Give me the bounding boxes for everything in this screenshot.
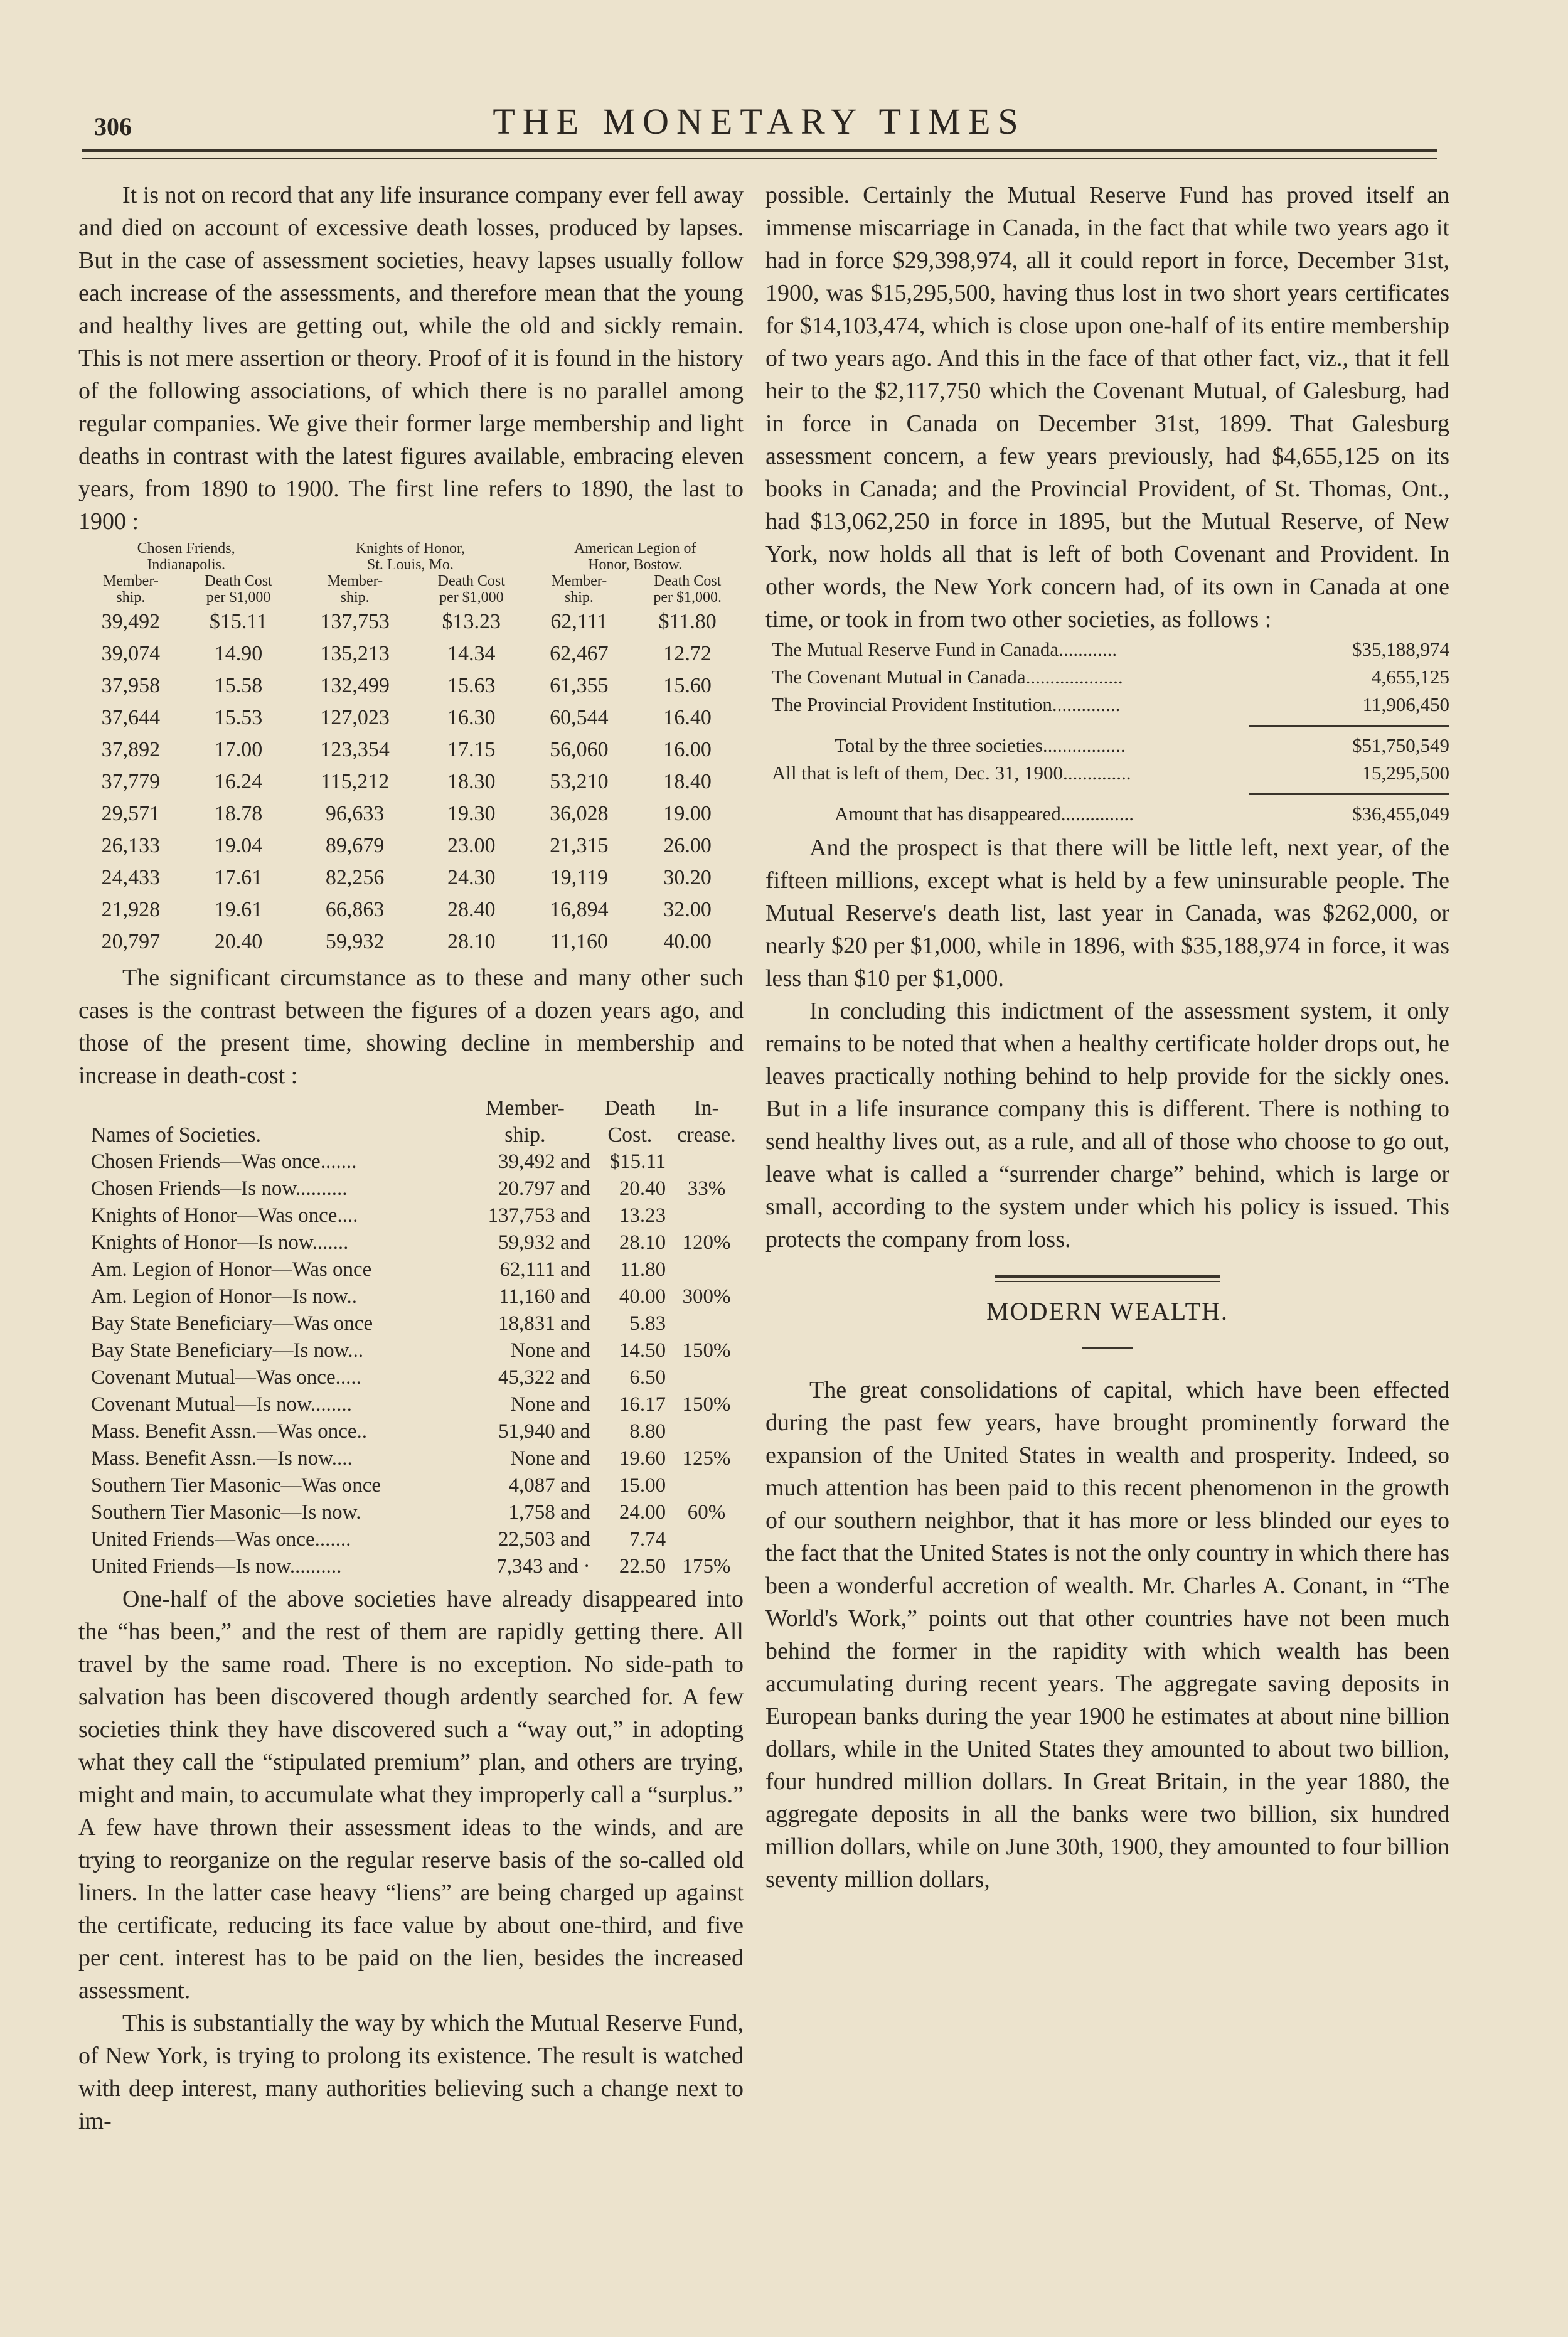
table-row — [78, 1445, 744, 1472]
table-cell: 32.00 — [663, 898, 712, 921]
table-cell: Mass. Benefit Assn.—Is now.... — [91, 1447, 353, 1470]
table-cell: 24,433 — [101, 866, 161, 889]
table-row — [78, 702, 744, 734]
table-cell: 33% — [687, 1177, 726, 1200]
table-cell: 66,863 — [325, 898, 385, 921]
table-cell: 29,571 — [101, 802, 161, 825]
table-column-header: Death Cost per $1,000 — [437, 573, 505, 606]
table-cell: 62,111 — [550, 610, 608, 633]
sum-rule — [1249, 793, 1449, 795]
table-cell: 18,831 and — [498, 1312, 590, 1335]
table-group-header: American Legion of Honor, Bostow. — [573, 540, 696, 573]
table-cell: 14.50 — [619, 1339, 666, 1362]
table-column-header: Member- ship. — [327, 573, 383, 606]
table-row — [78, 670, 744, 702]
table-cell: 16.30 — [447, 706, 496, 729]
table-row — [78, 1229, 744, 1256]
table-cell: 16.24 — [214, 770, 263, 793]
table-cell: United Friends—Was once....... — [91, 1528, 351, 1551]
table-cell: 19.61 — [214, 898, 263, 921]
table-header-cell: Member- — [485, 1096, 565, 1120]
table-column-header: Death Cost per $1,000 — [205, 573, 272, 606]
table-cell: 137,753 — [320, 610, 390, 633]
table-cell: 135,213 — [320, 642, 390, 665]
table-cell: 15.60 — [663, 674, 712, 697]
table-cell: 300% — [682, 1285, 731, 1308]
table-cell: None and — [510, 1339, 590, 1362]
table-header-cell: Death — [604, 1096, 656, 1120]
table-header-cell: ship. — [504, 1123, 546, 1147]
table-cell — [669, 1148, 744, 1175]
totals-summary — [765, 732, 1449, 787]
table-cell: 30.20 — [663, 866, 712, 889]
table-cell: 37,892 — [101, 738, 161, 761]
table-row — [78, 926, 744, 958]
table-cell: Bay State Beneficiary—Is now... — [91, 1339, 364, 1362]
table-row — [78, 1364, 744, 1391]
totals-value: 4,655,125 — [1372, 666, 1449, 688]
table-cell: 127,023 — [320, 706, 390, 729]
table-header-cell: Names of Societies. — [91, 1123, 261, 1147]
table-row — [78, 1256, 744, 1283]
table-cell: Knights of Honor—Is now....... — [91, 1231, 349, 1254]
left-column — [78, 179, 744, 2137]
disappeared-row: Amount that has disappeared............... $36,455,049 — [835, 803, 1449, 825]
table-cell: Southern Tier Masonic—Was once — [91, 1474, 381, 1497]
table-row — [78, 894, 744, 926]
table-cell: 17.15 — [447, 738, 496, 761]
table-row — [78, 1175, 744, 1202]
table-row — [78, 1337, 744, 1364]
membership-deathcost-table — [78, 540, 744, 958]
table-cell: None and — [510, 1393, 590, 1416]
total-row: Total by the three societies................. $51,750,549 — [835, 734, 1449, 756]
table-cell: 1,758 and — [508, 1501, 590, 1524]
table-cell: 21,928 — [101, 898, 161, 921]
right-column — [765, 179, 1449, 1896]
paragraph: possible. Certainly the Mutual Reserve Fund has proved itself an immense miscarriage in Canada, in the fact that while two years ago it had in force $29,398,974, all it could report in force, December 31st, 1900, was $15,295,500, having thus lost in two short years certificates for $14,103,474, which is close upon one-half of its entire membership of two years ago. And this in the face of that other fact, viz., that it fell heir to the $2,117,750 which the Covenant Mutual, of Galesburg, had in force in Canada on December 31st, 1899. That Galesburg assessment concern, a few years previously, had $4,655,125 on its books in Canada; and the Provincial Provident, of St. Thomas, Ont., had $13,062,250 in force in 1895, but the Mutual Reserve, of New York, now holds all that is left of both Covenant and Provident. In other words, the New York concern had, of its own in Canada at one time, or took in from two other societies, as follows : — [765, 182, 1449, 633]
table-header-cell: crease. — [677, 1123, 736, 1147]
table-cell: 7.74 — [629, 1528, 666, 1551]
table-cell: 16,894 — [550, 898, 609, 921]
table-cell: 20.40 — [214, 930, 263, 953]
table-row — [78, 1148, 744, 1175]
table-cell — [669, 1202, 744, 1229]
table-cell — [669, 1418, 744, 1445]
table-cell: 61,355 — [550, 674, 609, 697]
table-cell — [669, 1472, 744, 1499]
table-cell: 26.00 — [663, 834, 712, 857]
table-row — [78, 1418, 744, 1445]
table-cell: Southern Tier Masonic—Is now. — [91, 1501, 361, 1524]
table-row — [78, 1391, 744, 1418]
section-ornament-small — [1082, 1347, 1133, 1349]
table-cell: 137,753 and — [488, 1204, 590, 1227]
paragraph: And the prospect is that there will be little left, next year, of the fifteen millions, except what is held by a few uninsurable people. The Mutual Reserve's death list, last year in Canada, was $262,000, or nearly $20 per $1,000, while in 1896, with $35,188,974 in force, it was less than $10 per $1,000. — [765, 835, 1449, 992]
table-cell: 16.40 — [663, 706, 712, 729]
table-cell: 20,797 — [101, 930, 161, 953]
totals-row — [765, 663, 1449, 691]
table-cell: 13.23 — [619, 1204, 666, 1227]
table-row — [78, 798, 744, 830]
table-cell: 20.40 — [619, 1177, 666, 1200]
table-cell: 15.63 — [447, 674, 496, 697]
table-cell: Bay State Beneficiary—Was once — [91, 1312, 373, 1335]
section-title: MODERN WEALTH. — [986, 1297, 1229, 1325]
table-cell: 12.72 — [663, 642, 712, 665]
totals-value: 11,906,450 — [1362, 693, 1449, 715]
page-header — [82, 100, 1437, 144]
totals-row — [765, 691, 1449, 719]
table-cell: Chosen Friends—Is now.......... — [91, 1177, 348, 1200]
table-cell: Mass. Benefit Assn.—Was once.. — [91, 1420, 368, 1443]
disappeared-summary — [765, 800, 1449, 828]
paragraph: In concluding this indictment of the assessment system, it only remains to be noted that when a healthy certificate holder drops out, he leaves practically nothing behind to help provide for the sickly ones. But in a life insurance company this is different. There is nothing to send healthy lives out, as a rule, and all of those who choose to go out, leave what is called a “surrender charge” behind, which is large or small, according to the system under which his policy is issued. This protects the company from loss. — [765, 998, 1449, 1253]
table-cell: 15.53 — [214, 706, 263, 729]
sum-rule — [1249, 725, 1449, 727]
table-cell: 16.17 — [619, 1393, 666, 1416]
table-cell: 8.80 — [629, 1420, 666, 1443]
table-cell: 18.30 — [447, 770, 496, 793]
table-cell: 11.80 — [620, 1258, 666, 1281]
table-cell: 24.30 — [447, 866, 496, 889]
table-row — [78, 606, 744, 638]
table-cell: 5.83 — [629, 1312, 666, 1335]
table-cell — [669, 1526, 744, 1553]
table-cell: 37,779 — [101, 770, 161, 793]
table-cell: Am. Legion of Honor—Is now.. — [91, 1285, 358, 1308]
table-cell: Covenant Mutual—Is now........ — [91, 1393, 352, 1416]
table-column-header: Member- ship. — [103, 573, 159, 606]
table-row — [78, 1526, 744, 1553]
table-cell: 19.04 — [214, 834, 263, 857]
table-cell: United Friends—Is now.......... — [91, 1555, 342, 1578]
table-cell: 175% — [682, 1555, 731, 1578]
table-cell: 21,315 — [550, 834, 609, 857]
table-cell: 22,503 and — [498, 1528, 590, 1551]
table-cell: 39,074 — [101, 642, 161, 665]
societies-comparison-table — [78, 1094, 744, 1580]
table-cell: 22.50 — [619, 1555, 666, 1578]
table-cell: Chosen Friends—Was once....... — [91, 1150, 357, 1173]
table-row — [78, 1472, 744, 1499]
paragraph: One-half of the above societies have already disappeared into the “has been,” and the rest of them are rapidly getting there. All travel by the same road. There is no exception. No side-path to salvation has been discovered though ardently searched for. A few societies think they have discovered such a “way out,” in adopting what they call the “stipulated premium” plan, and others are trying, might and main, to accumulate what they improperly call a “surplus.” A few have thrown their assessment ideas to the winds, and are trying to reorganize on the regular reserve basis of the so-called old liners. In the latter case heavy “liens” are being charged up against the certificate, reducing its face value by about one-third, and five per cent. interest has to be paid on the lien, besides the increased assessment. — [78, 1586, 744, 2004]
table-header-row — [78, 1094, 744, 1121]
table-cell: 82,256 — [325, 866, 385, 889]
table-cell: Covenant Mutual—Was once..... — [91, 1366, 361, 1389]
table-row — [78, 1310, 744, 1337]
totals-value: $35,188,974 — [1352, 638, 1449, 660]
table-cell: 23.00 — [447, 834, 496, 857]
table-cell: 37,644 — [101, 706, 161, 729]
table-cell: 11,160 and — [499, 1285, 590, 1308]
table-row — [78, 638, 744, 670]
header-rule-thin — [82, 158, 1437, 159]
masthead-title: THE MONETARY TIMES — [493, 101, 1026, 142]
table-cell: 28.10 — [619, 1231, 666, 1254]
page-number: 306 — [94, 112, 132, 141]
table-group-header: Chosen Friends, Indianapolis. — [137, 540, 235, 573]
totals-row — [765, 636, 1449, 663]
paragraph: The significant circumstance as to these and many other such cases is the contrast between the figures of a dozen years ago, and those of the present time, showing decline in membership and increase in death-cost : — [78, 965, 744, 1089]
table-cell: 39,492 — [101, 610, 161, 633]
table-cell: 62,111 and — [499, 1258, 590, 1281]
table-row — [78, 830, 744, 862]
table-cell: 60,544 — [550, 706, 609, 729]
table-cell: 59,932 — [325, 930, 385, 953]
totals-table — [765, 636, 1449, 719]
table-cell: 60% — [687, 1501, 726, 1524]
table-cell: 24.00 — [619, 1501, 666, 1524]
paragraph: This is substantially the way by which the Mutual Reserve Fund, of New York, is trying to prolong its existence. The result is watched with deep interest, many authorities believing such a change next to im- — [78, 2010, 744, 2134]
table-cell: 15.00 — [619, 1474, 666, 1497]
table-cell: 6.50 — [629, 1366, 666, 1389]
table-cell: 15.58 — [214, 674, 263, 697]
table-row — [78, 1202, 744, 1229]
table-cell — [669, 1256, 744, 1283]
table-cell: 115,212 — [321, 770, 390, 793]
table-header-cell: Cost. — [607, 1123, 653, 1147]
table-cell: 20.797 and — [498, 1177, 590, 1200]
table-row — [78, 862, 744, 894]
table-cell: 40.00 — [619, 1285, 666, 1308]
table-cell: 19.30 — [447, 802, 496, 825]
table-cell: 120% — [682, 1231, 731, 1254]
table-cell: 51,940 and — [498, 1420, 590, 1443]
table-cell: 37,958 — [101, 674, 161, 697]
table-cell: 62,467 — [550, 642, 609, 665]
table-cell: 36,028 — [550, 802, 609, 825]
table-cell: 18.78 — [214, 802, 263, 825]
table-cell: 150% — [682, 1393, 731, 1416]
table-header-row — [78, 1121, 744, 1148]
table-cell: 53,210 — [550, 770, 609, 793]
table-cell: Knights of Honor—Was once.... — [91, 1204, 358, 1227]
totals-label: The Covenant Mutual in Canada.................... — [772, 666, 1123, 688]
table-cell: 28.10 — [447, 930, 496, 953]
table-cell: 19.00 — [663, 802, 712, 825]
table-cell: 4,087 and — [508, 1474, 590, 1497]
table-cell: 26,133 — [101, 834, 161, 857]
table-cell: 125% — [682, 1447, 731, 1470]
table-header-cell: In- — [694, 1096, 719, 1120]
table-cell: 40.00 — [663, 930, 712, 953]
table-row — [78, 1553, 744, 1580]
table-cell: Am. Legion of Honor—Was once — [91, 1258, 372, 1281]
table-row — [78, 734, 744, 766]
left-row: All that is left of them, Dec. 31, 1900.............. 15,295,500 — [772, 762, 1449, 784]
table-column-header: Death Cost per $1,000. — [653, 573, 722, 606]
section-ornament — [995, 1275, 1220, 1278]
totals-label: The Provincial Provident Institution.............. — [772, 693, 1121, 715]
table-cell: 39,492 and — [498, 1150, 590, 1173]
table-cell: $15.11 — [209, 610, 268, 633]
table-cell: 59,932 and — [498, 1231, 590, 1254]
table-cell: 56,060 — [550, 738, 609, 761]
table-cell — [669, 1310, 744, 1337]
table-cell: 16.00 — [663, 738, 712, 761]
table-row — [78, 1283, 744, 1310]
totals-label: The Mutual Reserve Fund in Canada............ — [772, 638, 1117, 660]
table-cell: 7,343 and · — [496, 1555, 590, 1578]
table-cell: $11.80 — [658, 610, 717, 633]
table-cell — [669, 1364, 744, 1391]
table-cell: 17.61 — [214, 866, 263, 889]
table-cell: 123,354 — [320, 738, 390, 761]
table-header-cell — [78, 1094, 460, 1121]
table-row — [78, 766, 744, 798]
table-row — [78, 1499, 744, 1526]
table-cell: 28.40 — [447, 898, 496, 921]
table-column-header: Member- ship. — [551, 573, 607, 606]
paragraph: It is not on record that any life insurance company ever fell away and died on account of excessive death losses, produced by lapses. But in the case of assessment societies, heavy lapses usually follow each increase of the assessments, and therefore mean that the young and healthy lives are getting out, while the old and sickly remain. This is not mere assertion or theory. Proof of it is found in the history of the following associations, of which there is no parallel among regular companies. We give their former large membership and light deaths in contrast with the latest figures available, embracing eleven years, from 1890 to 1900. The first line refers to 1890, the last to 1900 : — [78, 182, 744, 535]
table-cell: 18.40 — [663, 770, 712, 793]
table-cell: 14.90 — [214, 642, 263, 665]
table-cell: 19.60 — [619, 1447, 666, 1470]
header-rule-thick — [82, 149, 1437, 152]
table-cell: None and — [510, 1447, 590, 1470]
table-cell: 11,160 — [550, 930, 609, 953]
table-cell: $13.23 — [442, 610, 501, 633]
table-cell: $15.11 — [609, 1150, 666, 1173]
paragraph: The great consolidations of capital, which have been effected during the past few years, have brought prominently forward the expansion of the United States in wealth and prosperity. Indeed, so much attention has been paid to this recent phenomenon in the growth of our southern neighbor, that it has more or less blinded our eyes to the fact that the United States is not the only country in which there has been a wonderful accretion of wealth. Mr. Charles A. Conant, in “The World's Work,” points out that other countries have not been much behind the former in the rapidity with which wealth has been accumulating during recent years. The aggregate saving deposits in European banks during the year 1900 he estimates at about nine billion dollars, while in the United States they amounted to about two billion, four hundred million dollars. In Great Britain, in the year 1880, the aggregate deposits in all the banks were two billion, six hundred million dollars, while on June 30th, 1900, they amounted to four billion seventy million dollars, — [765, 1377, 1449, 1893]
table-group-header: Knights of Honor, St. Louis, Mo. — [355, 540, 466, 573]
table-cell: 19,119 — [550, 866, 609, 889]
table-cell: 89,679 — [325, 834, 385, 857]
table-cell: 14.34 — [447, 642, 496, 665]
table-cell: 150% — [682, 1339, 731, 1362]
table-cell: 45,322 and — [498, 1366, 590, 1389]
table-cell: 17.00 — [214, 738, 263, 761]
table-cell: 96,633 — [325, 802, 385, 825]
table-cell: 132,499 — [320, 674, 390, 697]
